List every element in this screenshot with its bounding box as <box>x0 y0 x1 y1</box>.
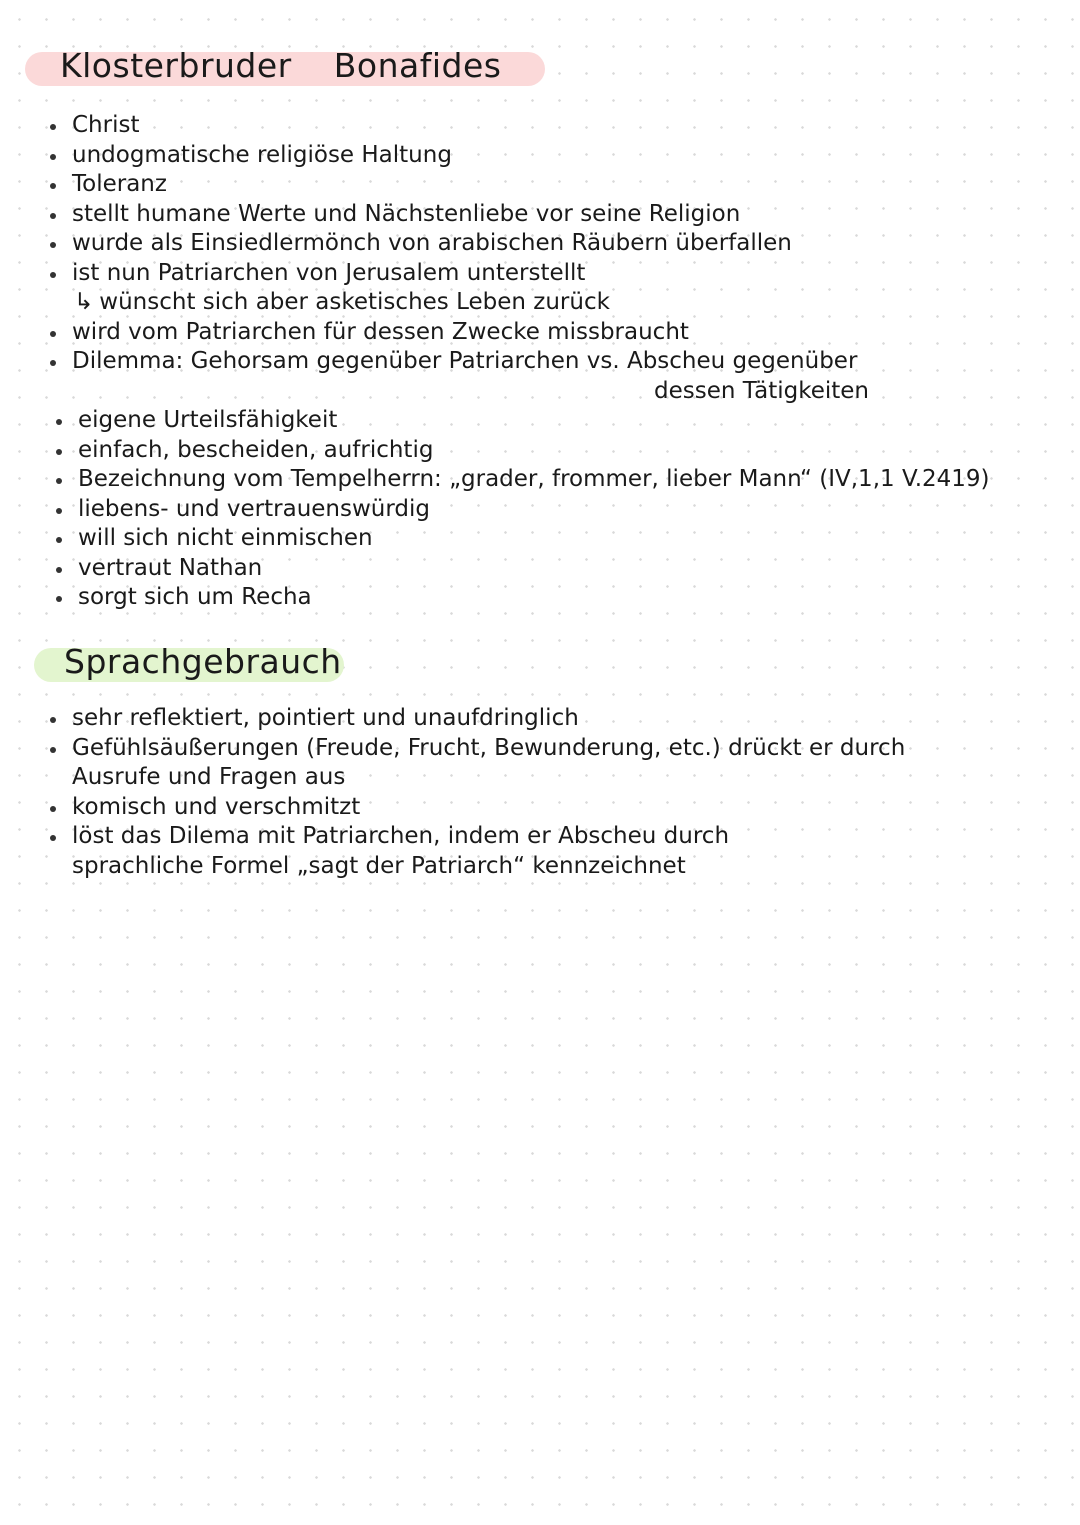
bullet <box>50 242 56 248</box>
list-item: eigene Urteilsfähigkeit <box>78 406 990 436</box>
bullet <box>56 449 62 455</box>
list-item: ist nun Patriarchen von Jerusalem unterstellt <box>72 259 869 289</box>
bullet <box>56 508 62 514</box>
title-word-2: Bonafides <box>333 46 502 85</box>
bullet <box>50 717 56 723</box>
title-word-1: Klosterbruder <box>60 46 292 85</box>
character-traits-list-2 <box>78 406 990 613</box>
list-item: einfach, bescheiden, aufrichtig <box>78 436 990 466</box>
character-traits-list <box>72 111 869 406</box>
list-item: will sich nicht einmischen <box>78 524 990 554</box>
list-item: Toleranz <box>72 170 869 200</box>
list-item: Bezeichnung vom Tempelherrn: „grader, frommer, lieber Mann“ (IV,1,1 V.2419) <box>78 465 990 495</box>
list-item: komisch und verschmitzt <box>72 793 905 823</box>
dilemma-item: Dilemma: Gehorsam gegenüber Patriarchen vs. Abscheu gegenüber dessen Tätigkeiten <box>72 347 869 406</box>
bullet <box>50 747 56 753</box>
sub-list-item: ↳ wünscht sich aber asketisches Leben zurück <box>72 288 869 318</box>
bullet <box>56 537 62 543</box>
section-heading: Sprachgebrauch <box>64 642 342 682</box>
list-item: Christ <box>72 111 869 141</box>
bullet <box>50 331 56 337</box>
bullet <box>56 567 62 573</box>
bullet <box>50 154 56 160</box>
bullet <box>50 360 56 366</box>
bullet <box>50 835 56 841</box>
list-item: undogmatische religiöse Haltung <box>72 141 869 171</box>
bullet <box>56 478 62 484</box>
arrow-icon: ↳ <box>74 289 94 315</box>
bullet <box>56 596 62 602</box>
list-item: löst das Dilema mit Patriarchen, indem er Abscheu durch sprachliche Formel „sagt der Patriarch“ kennzeichnet <box>72 822 905 881</box>
list-item: sorgt sich um Recha <box>78 583 990 613</box>
list-item: vertraut Nathan <box>78 554 990 584</box>
bullet <box>56 419 62 425</box>
list-item: stellt humane Werte und Nächstenliebe vor seine Religion <box>72 200 869 230</box>
list-item: sehr reflektiert, pointiert und unaufdringlich <box>72 704 905 734</box>
list-item: liebens- und vertrauenswürdig <box>78 495 990 525</box>
page-title <box>60 46 501 86</box>
bullet <box>50 272 56 278</box>
list-item: wird vom Patriarchen für dessen Zwecke missbraucht <box>72 318 869 348</box>
list-item: wurde als Einsiedlermönch von arabischen Räubern überfallen <box>72 229 869 259</box>
bullet <box>50 213 56 219</box>
list-item: Gefühlsäußerungen (Freude, Frucht, Bewunderung, etc.) drückt er durch Ausrufe und Fragen aus <box>72 734 905 793</box>
bullet <box>50 124 56 130</box>
language-use-list <box>72 704 905 881</box>
bullet <box>50 806 56 812</box>
bullet <box>50 183 56 189</box>
